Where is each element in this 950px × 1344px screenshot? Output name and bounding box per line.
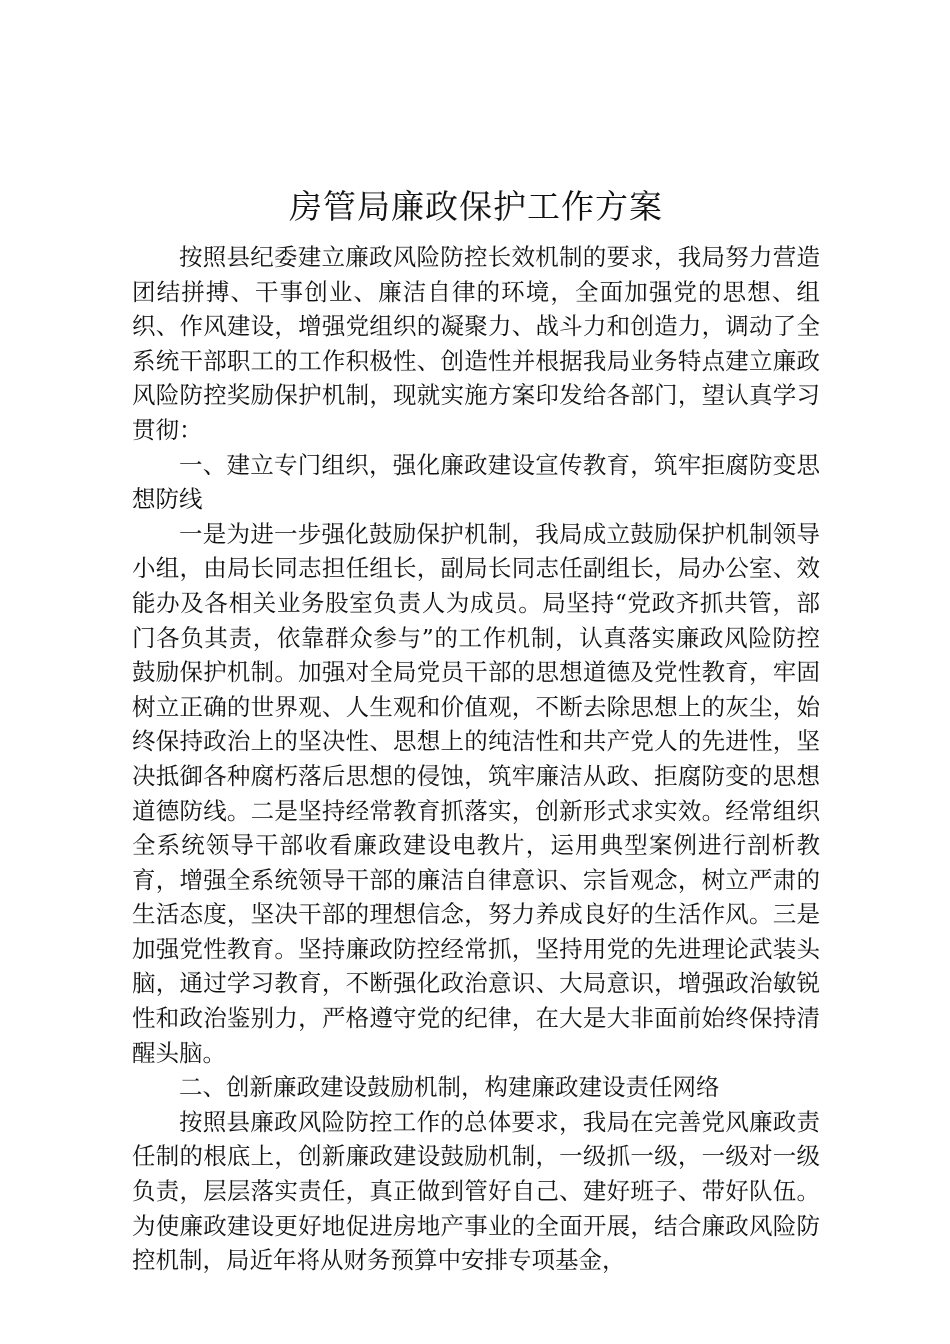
intro-paragraph: 按照县纪委建立廉政风险防控长效机制的要求，我局努力营造团结拼搏、干事创业、廉洁自律的环境，全面加强党的思想、组织、作风建设，增强党组织的凝聚力、战斗力和创造力，调动了全系统干部职工的工作积极性、创造性并根据我局业务特点建立廉政风险防控奖励保护机制，现就实施方案印发给各部门，望认真学习贯彻： bbox=[132, 243, 820, 444]
section-heading-1: 一、建立专门组织，强化廉政建设宣传教育，筑牢拒腐防变思想防线 bbox=[132, 450, 820, 514]
section-2-paragraph: 按照县廉政风险防控工作的总体要求，我局在完善党风廉政责任制的根底上，创新廉政建设鼓励机制，一级抓一级，一级对一级负责，层层落实责任，真正做到管好自己、建好班子、带好队伍。为使廉政建设更好地促进房地产事业的全面开展，结合廉政风险防控机制，局近年将从财务预算中安排专项基金， bbox=[132, 1107, 820, 1275]
document-title: 房管局廉政保护工作方案 bbox=[289, 187, 663, 226]
document-page bbox=[132, 182, 820, 1278]
section-heading-2: 二、创新廉政建设鼓励机制，构建廉政建设责任网络 bbox=[179, 1073, 720, 1102]
section-1-paragraph: 一是为进一步强化鼓励保护机制，我局成立鼓励保护机制领导小组，由局长同志担任组长，副局长同志任副组长，局办公室、效能办及各相关业务股室负责人为成员。局坚持“党政齐抓共管，部门各负其责，依靠群众参与”的工作机制，认真落实廉政风险防控鼓励保护机制。加强对全局党员干部的思想道德及党性教育，牢固树立正确的世界观、人生观和价值观，不断去除思想上的灰尘，始终保持政治上的坚决性、思想上的纯洁性和共产党人的先进性，坚决抵御各种腐朽落后思想的侵蚀，筑牢廉洁从政、拒腐防变的思想道德防线。二是坚持经常教育抓落实，创新形式求实效。经常组织全系统领导干部收看廉政建设电教片，运用典型案例进行剖析教育，增强全系统领导干部的廉洁自律意识、宗旨观念，树立严肃的生活态度，坚决干部的理想信念，努力养成良好的生活作风。三是加强党性教育。坚持廉政防控经常抓，坚持用党的先进理论武装头脑，通过学习教育，不断强化政治意识、大局意识，增强政治敏锐性和政治鉴别力，严格遵守党的纪律，在大是大非面前始终保持清醒头脑。 bbox=[132, 519, 820, 1067]
